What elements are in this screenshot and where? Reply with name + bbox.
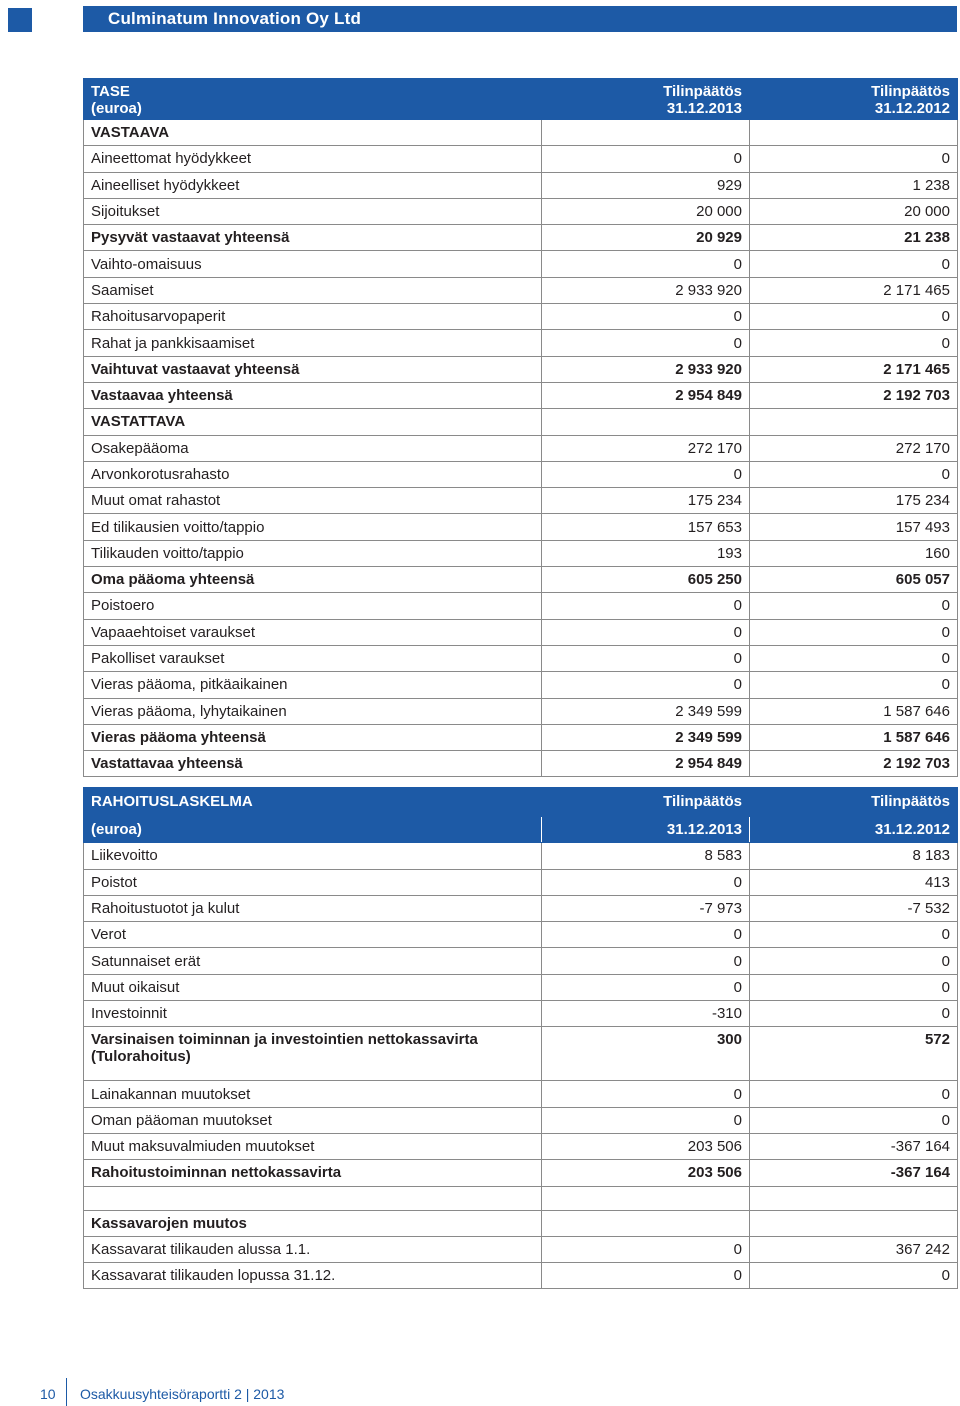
table-row [84, 304, 958, 330]
table-title: RAHOITUSLASKELMA [84, 788, 542, 817]
value-2013: 2 349 599 [542, 698, 750, 724]
row-label [84, 1186, 542, 1210]
table-row [84, 1160, 958, 1186]
value-2012: 21 238 [750, 225, 958, 251]
balance-sheet-table [83, 78, 958, 777]
row-label: Poistoero [84, 593, 542, 619]
table-row [84, 593, 958, 619]
value-2013: 0 [542, 869, 750, 895]
row-label: Vastaavaa yhteensä [84, 382, 542, 408]
table-title-cell [84, 79, 542, 120]
column-header-label: Tilinpäätös [750, 788, 958, 817]
row-label: Verot [84, 922, 542, 948]
value-2012: 2 171 465 [750, 277, 958, 303]
table-row [84, 567, 958, 593]
table-row [84, 974, 958, 1000]
row-label: Poistot [84, 869, 542, 895]
row-label: Aineelliset hyödykkeet [84, 172, 542, 198]
table-row [84, 540, 958, 566]
row-label: Oma pääoma yhteensä [84, 567, 542, 593]
value-2012: 2 192 703 [750, 382, 958, 408]
column-header-date: 31.12.2012 [750, 817, 958, 843]
value-2012: 0 [750, 948, 958, 974]
value-2012: 157 493 [750, 514, 958, 540]
value-2012: -367 164 [750, 1133, 958, 1159]
value-2013: 0 [542, 330, 750, 356]
table-row [84, 435, 958, 461]
value-2012 [750, 1210, 958, 1236]
value-2013: 0 [542, 948, 750, 974]
value-2012: 572 [750, 1027, 958, 1081]
table-row [84, 895, 958, 921]
value-2013: 0 [542, 1107, 750, 1133]
value-2012: 175 234 [750, 488, 958, 514]
table-row [84, 488, 958, 514]
row-label: Osakepääoma [84, 435, 542, 461]
table-row [84, 251, 958, 277]
row-label: Vieras pääoma yhteensä [84, 724, 542, 750]
value-2012: 1 587 646 [750, 724, 958, 750]
table-title: TASE [91, 83, 130, 100]
table-row [84, 198, 958, 224]
table-row [84, 409, 958, 435]
value-2012: 0 [750, 922, 958, 948]
table-row [84, 724, 958, 750]
row-label: Muut oikaisut [84, 974, 542, 1000]
value-2013: 203 506 [542, 1160, 750, 1186]
value-2013: 0 [542, 304, 750, 330]
table-row [84, 1236, 958, 1262]
table-row [84, 698, 958, 724]
column-header-2012 [750, 79, 958, 120]
table-row [84, 619, 958, 645]
row-label: VASTATTAVA [84, 409, 542, 435]
row-label: Lainakannan muutokset [84, 1081, 542, 1107]
table-row [84, 1263, 958, 1289]
value-2013: 0 [542, 922, 750, 948]
table-row [84, 277, 958, 303]
table-row [84, 514, 958, 540]
row-label: Kassavarat tilikauden lopussa 31.12. [84, 1263, 542, 1289]
value-2013: 8 583 [542, 843, 750, 869]
table-header-row [84, 788, 958, 817]
table-subheader-row [84, 817, 958, 843]
value-2012: 0 [750, 645, 958, 671]
table-row [84, 843, 958, 869]
value-2012: 272 170 [750, 435, 958, 461]
column-header-2013 [542, 79, 750, 120]
row-label: Muut maksuvalmiuden muutokset [84, 1133, 542, 1159]
value-2013: 203 506 [542, 1133, 750, 1159]
row-label: Liikevoitto [84, 843, 542, 869]
value-2013: 0 [542, 645, 750, 671]
value-2013: 0 [542, 251, 750, 277]
column-header-date: 31.12.2012 [874, 100, 950, 117]
value-2012: -367 164 [750, 1160, 958, 1186]
row-label: Rahoitustoiminnan nettokassavirta [84, 1160, 542, 1186]
publication-title: Osakkuusyhteisöraportti 2 | 2013 [80, 1386, 285, 1402]
value-2013: 0 [542, 1081, 750, 1107]
row-label: Vapaaehtoiset varaukset [84, 619, 542, 645]
table-row [84, 382, 958, 408]
row-label: Rahoitusarvopaperit [84, 304, 542, 330]
row-label: Sijoitukset [84, 198, 542, 224]
table-row [84, 1081, 958, 1107]
row-label: VASTAAVA [84, 120, 542, 146]
table-row [84, 1210, 958, 1236]
column-header-label: Tilinpäätös [871, 83, 950, 100]
column-header-date: 31.12.2013 [666, 100, 742, 117]
row-label: Ed tilikausien voitto/tappio [84, 514, 542, 540]
table-row [84, 1133, 958, 1159]
table-row [84, 1027, 958, 1081]
row-label: Rahat ja pankkisaamiset [84, 330, 542, 356]
value-2012: 0 [750, 330, 958, 356]
value-2012: 367 242 [750, 1236, 958, 1262]
row-label: Saamiset [84, 277, 542, 303]
value-2012: 0 [750, 461, 958, 487]
table-row [84, 869, 958, 895]
table-row [84, 751, 958, 777]
value-2013: -310 [542, 1001, 750, 1027]
value-2012 [750, 120, 958, 146]
value-2012: 0 [750, 304, 958, 330]
column-header-label: Tilinpäätös [542, 788, 750, 817]
value-2013 [542, 409, 750, 435]
value-2013: 157 653 [542, 514, 750, 540]
table-row [84, 172, 958, 198]
row-label: Tilikauden voitto/tappio [84, 540, 542, 566]
value-2013 [542, 120, 750, 146]
column-header-date: 31.12.2013 [542, 817, 750, 843]
value-2012: 0 [750, 146, 958, 172]
row-label: Vieras pääoma, pitkäaikainen [84, 672, 542, 698]
table-row [84, 922, 958, 948]
value-2013: 0 [542, 1263, 750, 1289]
row-label: Pakolliset varaukset [84, 645, 542, 671]
value-2012: 1 587 646 [750, 698, 958, 724]
row-label: Investoinnit [84, 1001, 542, 1027]
value-2013: 0 [542, 461, 750, 487]
value-2012: 0 [750, 1107, 958, 1133]
row-label: Muut omat rahastot [84, 488, 542, 514]
value-2013: 175 234 [542, 488, 750, 514]
row-label: Vastattavaa yhteensä [84, 751, 542, 777]
row-label: Rahoitustuotot ja kulut [84, 895, 542, 921]
value-2012: 8 183 [750, 843, 958, 869]
value-2012: 0 [750, 1081, 958, 1107]
cash-flow-table [83, 787, 958, 1289]
table-row [84, 948, 958, 974]
footer-divider [66, 1378, 67, 1406]
table-row [84, 356, 958, 382]
value-2013: 605 250 [542, 567, 750, 593]
value-2013: 0 [542, 1236, 750, 1262]
value-2012: 20 000 [750, 198, 958, 224]
value-2012: 0 [750, 593, 958, 619]
table-row [84, 461, 958, 487]
value-2013: 300 [542, 1027, 750, 1081]
value-2013: 0 [542, 974, 750, 1000]
value-2013: 272 170 [542, 435, 750, 461]
row-label: Vaihto-omaisuus [84, 251, 542, 277]
value-2012 [750, 409, 958, 435]
value-2013: 2 954 849 [542, 751, 750, 777]
row-label: Pysyvät vastaavat yhteensä [84, 225, 542, 251]
table-unit: (euroa) [84, 817, 542, 843]
value-2012: 160 [750, 540, 958, 566]
row-label: Vaihtuvat vastaavat yhteensä [84, 356, 542, 382]
value-2013: 20 929 [542, 225, 750, 251]
table-row [84, 1107, 958, 1133]
value-2013: 2 349 599 [542, 724, 750, 750]
value-2012: 0 [750, 1001, 958, 1027]
value-2012: -7 532 [750, 895, 958, 921]
value-2012 [750, 1186, 958, 1210]
row-label: Vieras pääoma, lyhytaikainen [84, 698, 542, 724]
page-number: 10 [40, 1386, 56, 1402]
value-2012: 605 057 [750, 567, 958, 593]
value-2013: 2 954 849 [542, 382, 750, 408]
value-2013: 2 933 920 [542, 277, 750, 303]
value-2013: 0 [542, 619, 750, 645]
value-2012: 413 [750, 869, 958, 895]
company-name: Culminatum Innovation Oy Ltd [108, 9, 362, 28]
value-2013: 0 [542, 672, 750, 698]
value-2013: 0 [542, 146, 750, 172]
value-2012: 0 [750, 251, 958, 277]
table-row [84, 330, 958, 356]
value-2012: 0 [750, 619, 958, 645]
value-2013: 0 [542, 593, 750, 619]
table-row [84, 1186, 958, 1210]
value-2012: 2 171 465 [750, 356, 958, 382]
row-label: Kassavarojen muutos [84, 1210, 542, 1236]
table-row [84, 225, 958, 251]
table-row [84, 146, 958, 172]
value-2012: 0 [750, 974, 958, 1000]
value-2012: 0 [750, 1263, 958, 1289]
value-2012: 1 238 [750, 172, 958, 198]
value-2013: 20 000 [542, 198, 750, 224]
value-2013 [542, 1210, 750, 1236]
column-header-label: Tilinpäätös [663, 83, 742, 100]
table-unit: (euroa) [91, 100, 142, 117]
company-header-bar [83, 6, 957, 32]
value-2013: 929 [542, 172, 750, 198]
value-2013: 2 933 920 [542, 356, 750, 382]
row-label: Satunnaiset erät [84, 948, 542, 974]
table-header-row [84, 79, 958, 120]
row-label: Oman pääoman muutokset [84, 1107, 542, 1133]
row-label: Varsinaisen toiminnan ja investointien nettokassavirta (Tulorahoitus) [84, 1027, 542, 1081]
row-label: Arvonkorotusrahasto [84, 461, 542, 487]
table-row [84, 1001, 958, 1027]
value-2012: 0 [750, 672, 958, 698]
value-2013: 193 [542, 540, 750, 566]
corner-square [8, 8, 32, 32]
table-row [84, 672, 958, 698]
row-label: Aineettomat hyödykkeet [84, 146, 542, 172]
value-2012: 2 192 703 [750, 751, 958, 777]
table-row [84, 120, 958, 146]
value-2013 [542, 1186, 750, 1210]
row-label: Kassavarat tilikauden alussa 1.1. [84, 1236, 542, 1262]
value-2013: -7 973 [542, 895, 750, 921]
table-row [84, 645, 958, 671]
